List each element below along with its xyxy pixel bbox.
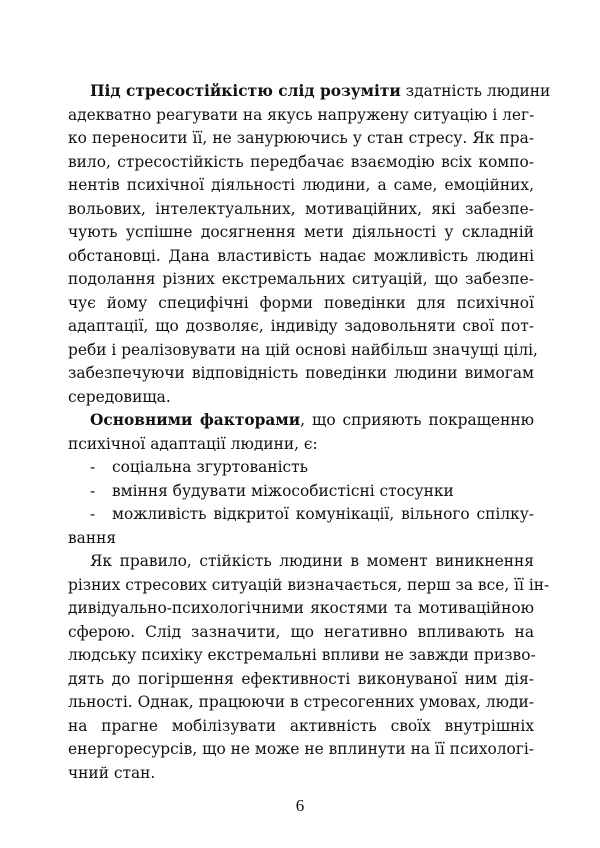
paragraph-1-line-1: Під стресостійкістю слід розуміти здатність людини [90,82,551,100]
term-stress-resistance: Під стресостійкістю слід розуміти [90,82,401,100]
paragraph-3-line: енергоресурсів, що не може не вплинути на її психологі- [68,740,534,758]
paragraph-1-line: обстановці. Дана властивість надає можливість людині [68,246,534,265]
paragraph-1-line: реби і реалізовувати на цій основі найбільш значущі цілі, [68,340,538,359]
paragraph-3-line: дивідуально-психологічними якостями та мотиваційною [68,599,534,617]
paragraph-3-line: на прагне мобілізувати активність своїх внутрішніх [68,716,534,735]
paragraph-1-line: ко переносити її, не занурюючись у стан стресу. Як пра- [68,129,534,147]
page-number: 6 [295,796,305,815]
paragraph-1-line: адекватно реагувати на якусь напружену ситуацію і лег- [68,105,535,124]
paragraph-2-line-1: Основними факторами, що сприяють покращенню [90,411,534,429]
term-main-factors: Основними факторами [90,411,301,429]
paragraph-3-line: чний стан. [68,763,156,782]
list-item: - вміння будувати міжособистісні стосунки [68,480,534,504]
paragraph-1-line: вольових, інтелектуальних, мотиваційних, які забезпе- [68,199,534,218]
paragraph-1-line: чують успішне досягнення мети діяльності у складній [68,223,534,241]
list-dash: - [90,458,96,476]
list-dash: - [90,505,96,523]
paragraph-3-line: різних стресових ситуацій визначається, перш за все, її ін- [68,575,550,594]
paragraph-1-line: чує йому специфічні форми поведінки для психічної [68,293,534,312]
list-dash: - [90,481,96,500]
body-text [68,80,551,785]
paragraph-1-line: адаптації, що дозволяє, індивіду задовольняти свої пот- [68,317,534,335]
paragraph-2-line: психічної адаптації людини, є: [68,434,318,453]
paragraph-1-line: нентів психічної діяльності людини, а саме, емоційних, [68,176,534,194]
paragraph-3-line: льності. Однак, працюючи в стресогенних умовах, люди- [68,693,534,711]
paragraph-1-line: середовища. [68,387,171,406]
paragraph-1-line: забезпечуючи відповідність поведінки людини вимогам [68,364,534,382]
paragraph-3-line: людську психіку екстремальні впливи не завжди призво- [68,646,536,664]
paragraph-3-line: сферою. Слід зазначити, що негативно впливають на [68,622,534,641]
paragraph-3-line: Як правило, стійкість людини в момент виникнення [90,552,534,570]
list-item-continuation: вання [68,528,117,547]
list-item: - соціальна згуртованість [68,456,534,480]
paragraph-1-line: вило, стресостійкість передбачає взаємодію всіх компо- [68,152,534,171]
list-item: - можливість відкритої комунікації, вільного спілку- [68,503,534,527]
paragraph-3-line: дять до погіршення ефективності виконуваної ним дія- [68,669,534,688]
paragraph-1-line: подолання різних екстремальних ситуацій, що забезпе- [68,270,534,288]
